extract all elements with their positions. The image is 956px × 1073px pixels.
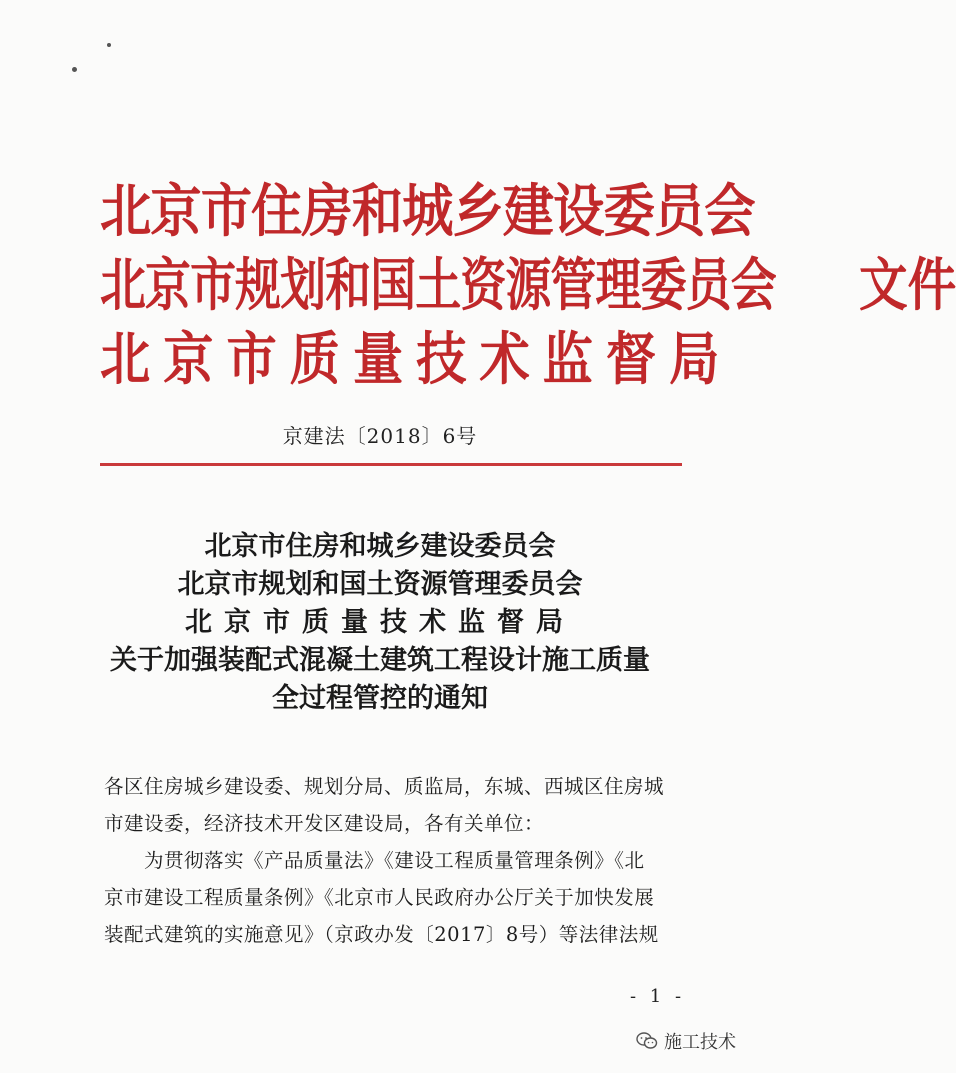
body-line: 各区住房城乡建设委、规划分局、质监局，东城、西城区住房城 [104, 775, 665, 798]
red-letterhead [100, 168, 956, 393]
body-line: 京市建设工程质量条例》《北京市人民政府办公厅关于加快发展 [104, 886, 655, 909]
letterhead-org-2: 北京市规划和国土资源管理委员会 [100, 250, 776, 319]
body-line: 为贯彻落实《产品质量法》《建设工程质量管理条例》《北 [144, 849, 645, 872]
body-line: 市建设委，经济技术开发区建设局，各有关单位： [104, 812, 545, 835]
wechat-icon [636, 1032, 658, 1050]
letterhead-org-1: 北京市住房和城乡建设委员会 [100, 176, 755, 245]
title-line: 北京市规划和国土资源管理委员会 [177, 569, 583, 600]
wechat-watermark [636, 1028, 736, 1054]
body-line: 装配式建筑的实施意见》（京政办发〔2017〕8号）等法律法规 [104, 923, 659, 946]
letterhead-org-3: 北京市质量技术监督局 [100, 324, 733, 393]
letterhead-line-1 [100, 168, 755, 245]
red-divider-rule [100, 463, 682, 466]
letterhead-line-3 [100, 316, 733, 393]
paper-speck [107, 43, 111, 47]
title-line: 关于加强装配式混凝土建筑工程设计施工质量 [110, 645, 650, 676]
title-line: 北京市住房和城乡建设委员会 [204, 531, 556, 562]
title-line: 北京市质量技术监督局 [185, 607, 575, 638]
document-number: 京建法〔2018〕6号 [282, 424, 478, 448]
title-line: 全过程管控的通知 [272, 683, 488, 714]
notice-title [0, 528, 760, 718]
letterhead-line-2 [100, 242, 956, 319]
letterhead-doc-type: 文件 [859, 250, 956, 319]
page-number: - 1 - [630, 986, 686, 1007]
paper-speck [72, 67, 77, 72]
watermark-text: 施工技术 [664, 1032, 736, 1053]
notice-body [104, 768, 694, 953]
